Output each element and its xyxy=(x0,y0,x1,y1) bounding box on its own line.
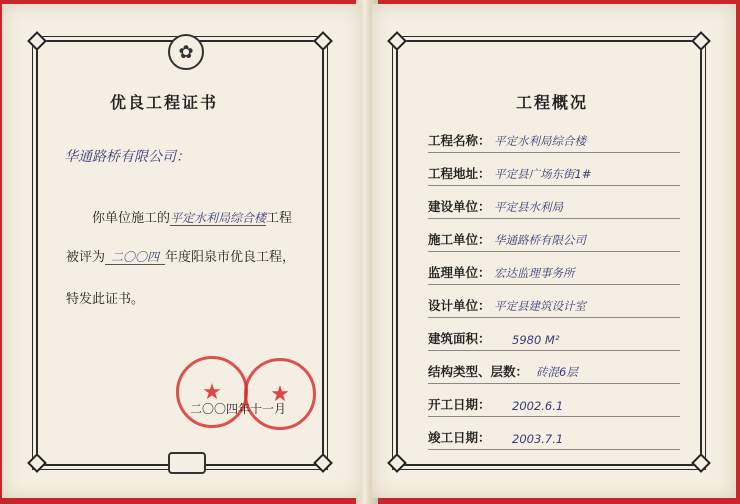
field-label: 建设单位： xyxy=(428,199,491,214)
award-year-suffix: 年度阳泉市优良工程， xyxy=(165,250,296,265)
field-value: 平定县广场东街1# xyxy=(494,167,592,181)
field-supervisor xyxy=(428,262,680,285)
award-year-prefix: 被评为 xyxy=(66,250,106,265)
field-value: 5980 M² xyxy=(512,333,560,347)
field-value: 平定县建筑设计室 xyxy=(494,299,586,313)
field-label: 竣工日期： xyxy=(428,430,491,445)
field-value: 2003.7.1 xyxy=(512,432,564,446)
field-value: 宏达监理事务所 xyxy=(494,266,575,280)
field-label: 监理单位： xyxy=(428,265,491,280)
recipient-name: 华通路桥有限公司： xyxy=(64,149,190,165)
field-project-name xyxy=(428,130,680,153)
field-label: 建筑面积： xyxy=(428,331,491,346)
emblem-icon: ✿ xyxy=(168,34,204,70)
field-designer xyxy=(428,295,680,318)
field-floor-area xyxy=(428,328,680,351)
field-completion-date xyxy=(428,427,680,450)
field-label: 设计单位： xyxy=(428,298,491,313)
issue-date: 二〇〇四年十一月 xyxy=(190,402,287,416)
project-overview-title: 工程概况 xyxy=(516,93,589,112)
field-value: 砖混6层 xyxy=(536,365,578,379)
field-label: 施工单位： xyxy=(428,232,491,247)
field-label: 开工日期： xyxy=(428,397,491,412)
award-line-3: 特发此证书。 xyxy=(66,292,145,307)
field-contractor xyxy=(428,229,680,252)
field-value: 华通路桥有限公司 xyxy=(494,233,586,247)
field-project-address xyxy=(428,163,680,186)
ornament-bottom xyxy=(168,452,206,474)
field-value: 2002.6.1 xyxy=(512,399,564,413)
field-label: 工程地址： xyxy=(428,166,491,181)
award-suffix: 工程 xyxy=(266,211,293,226)
award-prefix: 你单位施工的 xyxy=(92,211,171,226)
field-value: 平定县水利局 xyxy=(494,200,563,214)
certificate-title: 优良工程证书 xyxy=(110,93,219,112)
field-label: 结构类型、层数： xyxy=(428,364,529,379)
red-seal-stamp: ★ xyxy=(244,358,316,430)
field-client xyxy=(428,196,680,219)
red-seal-stamp: ★ xyxy=(176,356,248,428)
project-name: 平定水利局综合楼 xyxy=(170,211,267,225)
field-start-date xyxy=(428,394,680,417)
award-year: 二〇〇四 xyxy=(105,250,165,265)
field-structure-floors xyxy=(428,361,680,384)
field-value: 平定水利局综合楼 xyxy=(494,134,586,148)
field-label: 工程名称： xyxy=(428,133,491,148)
award-line-2 xyxy=(66,246,295,265)
award-line-1 xyxy=(92,207,292,226)
